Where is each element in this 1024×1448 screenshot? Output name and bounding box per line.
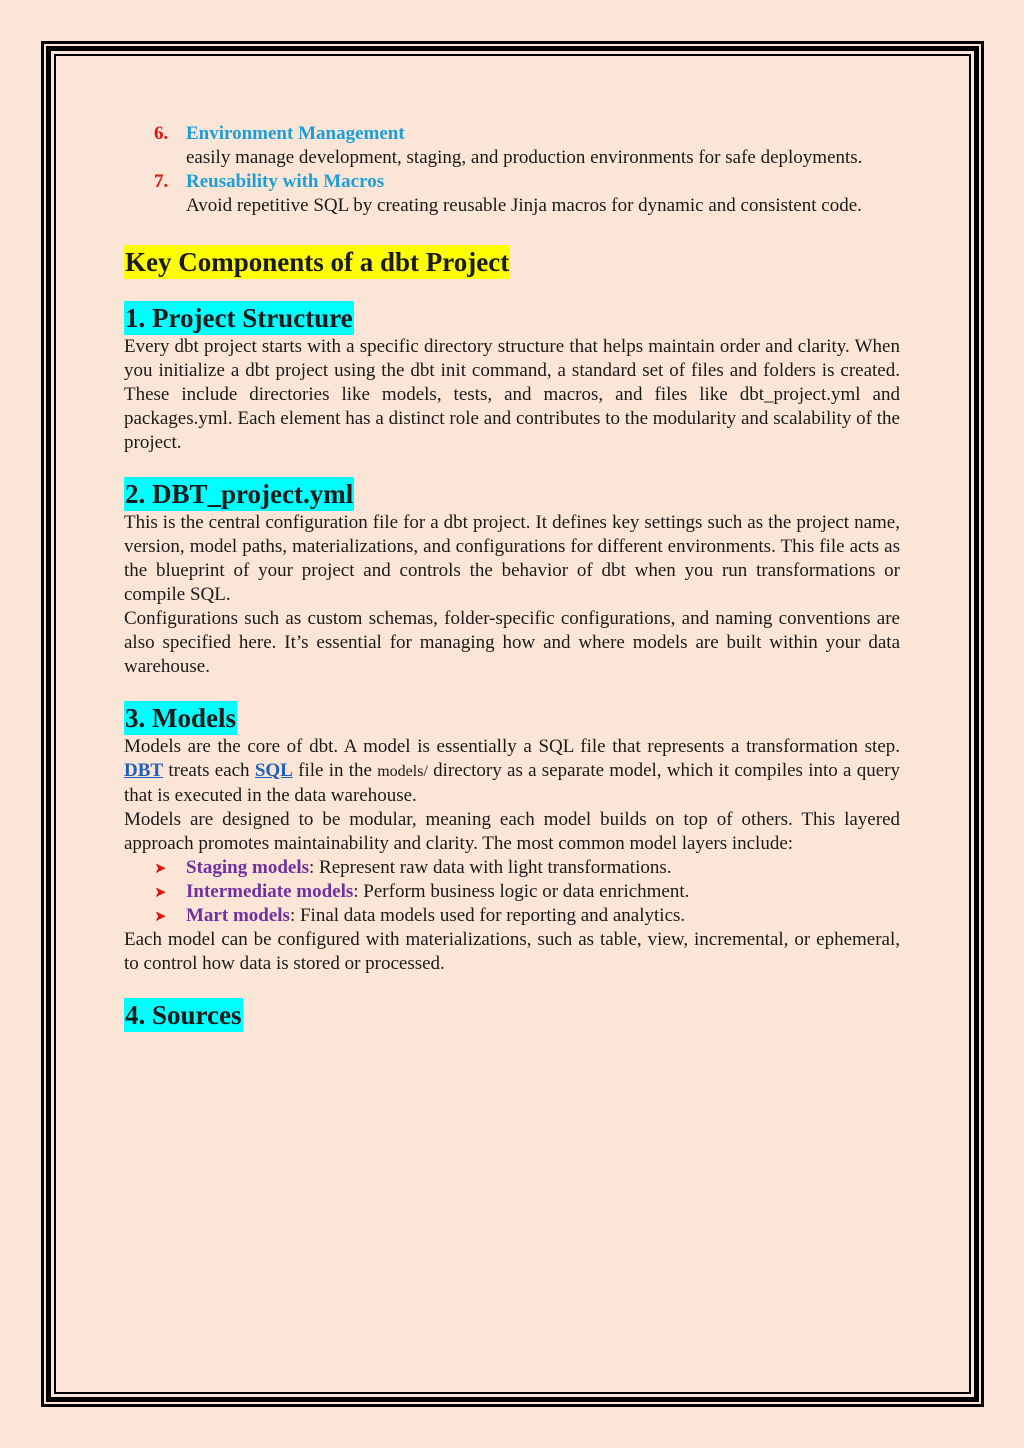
dbt-project-yml-paragraph-2: Configurations such as custom schemas, folder-specific configurations, and naming conventions are also specified here. It’s essential for managing how and where models are built within your data warehouse. [124, 608, 900, 677]
section-heading-sources: 4. Sources [125, 1000, 242, 1030]
models-paragraph-3: Each model can be configured with materializations, such as table, view, incremental, or ephemeral, to control how data is stored or processed. [124, 929, 900, 974]
layer-desc: : Perform business logic or data enrichment. [353, 881, 690, 902]
benefits-list [124, 122, 900, 218]
layer-desc: : Final data models used for reporting and analytics. [289, 905, 686, 926]
list-item [124, 122, 900, 170]
document-content [124, 122, 900, 1032]
list-item [124, 170, 900, 218]
sql-link[interactable]: SQL [254, 760, 293, 781]
models-directory-code: models/ [377, 763, 428, 780]
layer-title: Mart models [186, 905, 290, 926]
layer-title: Intermediate models [186, 881, 354, 902]
layer-desc: : Represent raw data with light transformations. [309, 857, 672, 878]
text-span: directory as a separate model, which it compiles into a query that is executed in the data warehouse. [124, 760, 900, 806]
list-item [124, 880, 900, 904]
project-structure-paragraph: Every dbt project starts with a specific directory structure that helps maintain order and clarity. When you initialize a dbt project using the dbt init command, a standard set of files and folders is created. These include directories like models, tests, and macros, and files like dbt_project.yml and packages.yml. Each element has a distinct role and contributes to the modularity and scalability of the project. [124, 336, 900, 453]
dbt-project-yml-paragraph-1: This is the central configuration file for a dbt project. It defines key settings such as the project name, version, model paths, materializations, and configurations for different environments. This file acts as the blueprint of your project and controls the behavior of dbt when you run transformations or compile SQL. [124, 512, 900, 605]
arrow-bullet-icon: ➤ [154, 859, 167, 877]
list-item [124, 904, 900, 928]
models-paragraph-2: Models are designed to be modular, meaning each model builds on top of others. This layered approach promotes maintainability and clarity. The most common model layers include: [124, 809, 900, 854]
text-span: file in the [292, 760, 378, 781]
list-number: 6. [154, 123, 169, 144]
arrow-bullet-icon: ➤ [154, 883, 167, 901]
list-item-desc: easily manage development, staging, and production environments for safe deployments. [186, 147, 863, 168]
list-item-title: Reusability with Macros [186, 171, 385, 192]
section-heading-models: 3. Models [125, 703, 236, 733]
section-heading-project-structure: 1. Project Structure [125, 303, 353, 333]
main-heading: Key Components of a dbt Project [125, 247, 510, 277]
layer-title: Staging models [186, 857, 309, 878]
dbt-link[interactable]: DBT [124, 760, 164, 781]
text-span: treats each [163, 760, 255, 781]
list-number: 7. [154, 171, 169, 192]
list-item-desc: Avoid repetitive SQL by creating reusable Jinja macros for dynamic and consistent code. [186, 195, 862, 216]
models-paragraph-1 [124, 735, 900, 808]
text-span: Models are the core of dbt. A model is essentially a SQL file that represents a transformation step. [124, 736, 900, 757]
list-item [124, 856, 900, 880]
section-heading-dbt-project-yml: 2. DBT_project.yml [125, 479, 354, 509]
model-layers-list [124, 856, 900, 928]
arrow-bullet-icon: ➤ [154, 907, 167, 925]
list-item-title: Environment Management [186, 123, 405, 144]
